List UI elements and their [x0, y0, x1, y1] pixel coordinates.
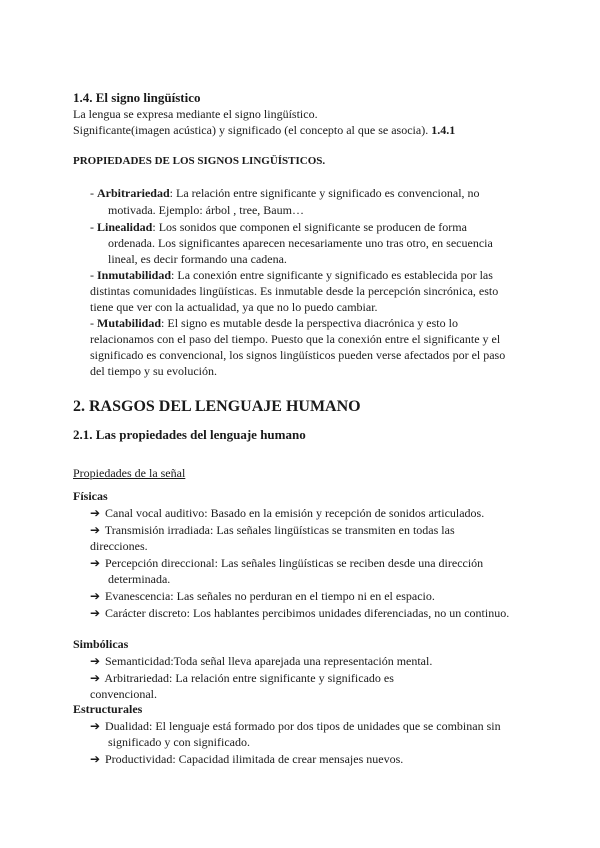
property-text: distintas comunidades lingüísticas. Es inmutable desde la percepción sincrónica, esto — [90, 284, 499, 298]
list-item — [90, 523, 455, 538]
arrow-icon: ➔ — [90, 606, 101, 620]
list-item — [90, 671, 394, 686]
list-item-text: determinada. — [108, 572, 171, 586]
property-text: significado es convencional, los signos lingüísticos pueden verse afectados por el paso — [90, 348, 506, 362]
list-item — [90, 589, 435, 604]
intro-text: Significante(imagen acústica) y significado (el concepto al que se asocia). — [73, 123, 429, 137]
group-heading: Simbólicas — [73, 637, 129, 651]
list-item-text: Transmisión irradiada: Las señales lingüísticas se transmiten en todas las — [104, 523, 455, 537]
list-item — [90, 752, 403, 767]
property-item — [90, 220, 467, 235]
arrow-icon: ➔ — [90, 556, 101, 570]
chapter-title: 2. RASGOS DEL LENGUAJE HUMANO — [73, 398, 361, 415]
property-text: : El signo es mutable desde la perspectiva diacrónica y esto lo — [161, 316, 458, 330]
arrow-icon: ➔ — [90, 589, 101, 603]
group-heading: Estructurales — [73, 702, 143, 716]
list-item — [90, 719, 501, 734]
property-term: Linealidad — [97, 220, 153, 234]
dash: - — [90, 268, 97, 282]
list-item-text: Percepción direccional: Las señales lingüísticas se reciben desde una dirección — [105, 556, 484, 570]
dash: - — [90, 316, 97, 330]
property-text: : La conexión entre significante y significado es establecida por las — [171, 268, 493, 282]
property-text: : La relación entre significante y significado es convencional, no — [169, 186, 480, 200]
list-item-text: direcciones. — [90, 539, 148, 553]
arrow-icon: ➔ — [90, 506, 101, 520]
property-item — [90, 186, 480, 201]
properties-heading: PROPIEDADES DE LOS SIGNOS LINGÜÍSTICOS. — [73, 155, 326, 167]
list-item — [90, 606, 509, 621]
section-subtitle: 2.1. Las propiedades del lenguaje humano — [73, 427, 306, 442]
list-item — [90, 654, 432, 669]
group-heading: Físicas — [73, 489, 108, 503]
intro-line: La lengua se expresa mediante el signo lingüístico. — [73, 107, 318, 121]
list-item-text: Productividad: Capacidad ilimitada de crear mensajes nuevos. — [105, 752, 404, 766]
list-item — [90, 506, 484, 521]
property-text: : Los sonidos que componen el significante se producen de forma — [152, 220, 467, 234]
list-item-text: Canal vocal auditivo: Basado en la emisión y recepción de sonidos articulados. — [105, 506, 485, 520]
arrow-icon: ➔ — [90, 654, 101, 668]
property-text: ordenada. Los significantes aparecen necesariamente uno tras otro, en secuencia — [108, 236, 493, 250]
property-text: del tiempo y su evolución. — [90, 364, 217, 378]
arrow-icon: ➔ — [90, 523, 101, 537]
property-item — [90, 316, 458, 331]
dash: - — [90, 186, 97, 200]
property-text: motivada. Ejemplo: árbol , tree, Baum… — [108, 203, 304, 217]
property-text: lineal, es decir formando una cadena. — [108, 252, 287, 266]
property-item — [90, 268, 493, 283]
signal-heading: Propiedades de la señal — [73, 466, 186, 480]
dash: - — [90, 220, 97, 234]
section-ref: 1.4.1 — [431, 123, 456, 137]
arrow-icon: ➔ — [90, 752, 101, 766]
list-item-text: significado y con significado. — [108, 735, 250, 749]
arrow-icon: ➔ — [90, 671, 101, 685]
property-text: tiene que ver con la actualidad, ya que no lo puedo cambiar. — [90, 300, 378, 314]
list-item-text: Dualidad: El lenguaje está formado por dos tipos de unidades que se combinan sin — [105, 719, 501, 733]
list-item-text: Semanticidad:Toda señal lleva aparejada una representación mental. — [105, 654, 433, 668]
property-term: Mutabilidad — [97, 316, 162, 330]
property-term: Arbitrariedad — [97, 186, 170, 200]
list-item-text: convencional. — [90, 687, 157, 701]
list-item-text: Arbitrariedad: La relación entre significante y significado es — [104, 671, 394, 685]
arrow-icon: ➔ — [90, 719, 101, 733]
list-item-text: Carácter discreto: Los hablantes percibimos unidades diferenciadas, no un continuo. — [105, 606, 510, 620]
property-term: Inmutabilidad — [97, 268, 172, 282]
list-item-text: Evanescencia: Las señales no perduran en el tiempo ni en el espacio. — [105, 589, 435, 603]
section-title: 1.4. El signo lingüístico — [73, 90, 201, 105]
intro-line — [73, 123, 455, 138]
list-item — [90, 556, 483, 571]
property-text: relacionamos con el paso del tiempo. Puesto que la conexión entre el significante y el — [90, 332, 501, 346]
